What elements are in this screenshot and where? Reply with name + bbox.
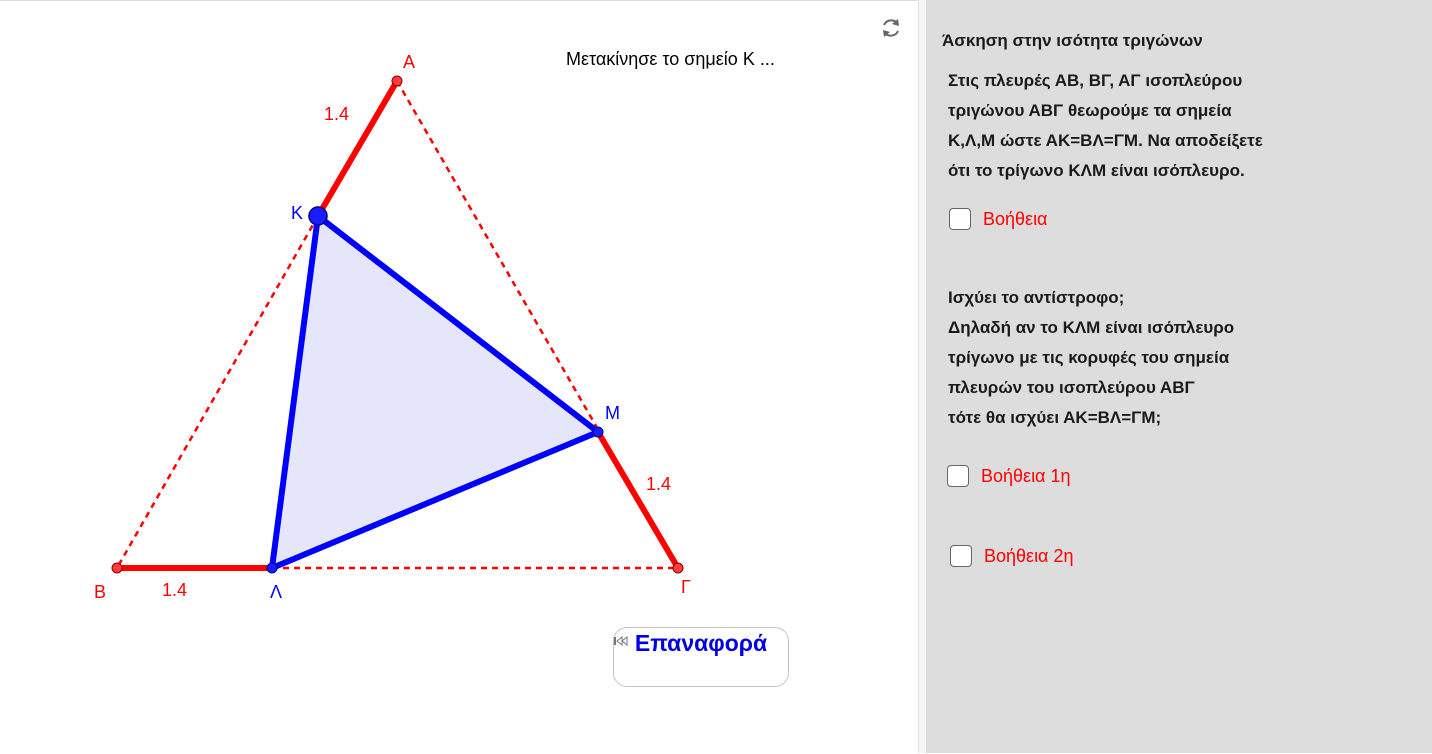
- problem-line: Στις πλευρές ΑΒ, ΒΓ, ΑΓ ισοπλεύρου: [948, 71, 1243, 90]
- segment-GM: [598, 432, 678, 568]
- triangle-KLM: [272, 216, 598, 568]
- converse-statement: [948, 283, 1234, 433]
- reset-button-label: Επαναφορά: [634, 630, 768, 656]
- point-K[interactable]: [309, 207, 327, 225]
- point-A: [392, 76, 402, 86]
- converse-line: Ισχύει το αντίστροφο;: [948, 288, 1125, 307]
- label-G: Γ: [681, 577, 691, 597]
- length-AK: 1.4: [324, 104, 350, 124]
- length-BL: 1.4: [162, 580, 188, 600]
- problem-statement: [948, 66, 1263, 186]
- help1-checkbox[interactable]: [947, 465, 1071, 487]
- problem-line: Κ,Λ,Μ ώστε ΑΚ=ΒΛ=ΓΜ. Να αποδείξετε: [948, 131, 1263, 150]
- problem-line: τριγώνου ΑΒΓ θεωρούμε τα σημεία: [948, 101, 1232, 120]
- converse-line: πλευρών του ισοπλεύρου ΑΒΓ: [948, 378, 1195, 397]
- checkbox-box[interactable]: [950, 545, 972, 567]
- refresh-icon[interactable]: [878, 15, 904, 41]
- segment-AK: [318, 81, 397, 216]
- help2-checkbox[interactable]: [950, 545, 1074, 567]
- help1-checkbox-label: Βοήθεια 1η: [981, 465, 1071, 486]
- label-M: Μ: [605, 403, 620, 423]
- skip-back-icon: [614, 636, 628, 646]
- converse-line: τρίγωνο με τις κορυφές του σημεία: [948, 348, 1230, 367]
- label-B: Β: [94, 582, 107, 602]
- help-checkbox[interactable]: [949, 208, 1047, 230]
- view-divider[interactable]: [918, 0, 926, 753]
- help-checkbox-label: Βοήθεια: [983, 208, 1048, 229]
- converse-line: Δηλαδή αν το ΚΛΜ είναι ισόπλευρο: [948, 318, 1235, 337]
- reset-button[interactable]: [613, 627, 789, 687]
- point-L: [267, 563, 277, 573]
- algebra-panel: [926, 0, 1432, 753]
- help2-checkbox-label: Βοήθεια 2η: [984, 545, 1074, 566]
- converse-line: τότε θα ισχύει ΑΚ=ΒΛ=ΓΜ;: [948, 408, 1162, 427]
- point-B: [112, 563, 122, 573]
- panel-title: Άσκηση στην ισότητα τριγώνων: [942, 31, 1203, 50]
- point-M: [593, 427, 603, 437]
- label-A: Α: [403, 52, 416, 72]
- label-L: Λ: [270, 582, 283, 602]
- point-G: [673, 563, 683, 573]
- problem-line: ότι το τρίγωνο ΚΛΜ είναι ισόπλευρο.: [948, 161, 1245, 180]
- checkbox-box[interactable]: [949, 208, 971, 230]
- label-K: Κ: [291, 203, 304, 223]
- checkbox-box[interactable]: [947, 465, 969, 487]
- instruction-text: Μετακίνησε το σημείο Κ ...: [566, 49, 775, 69]
- length-GM: 1.4: [646, 474, 672, 494]
